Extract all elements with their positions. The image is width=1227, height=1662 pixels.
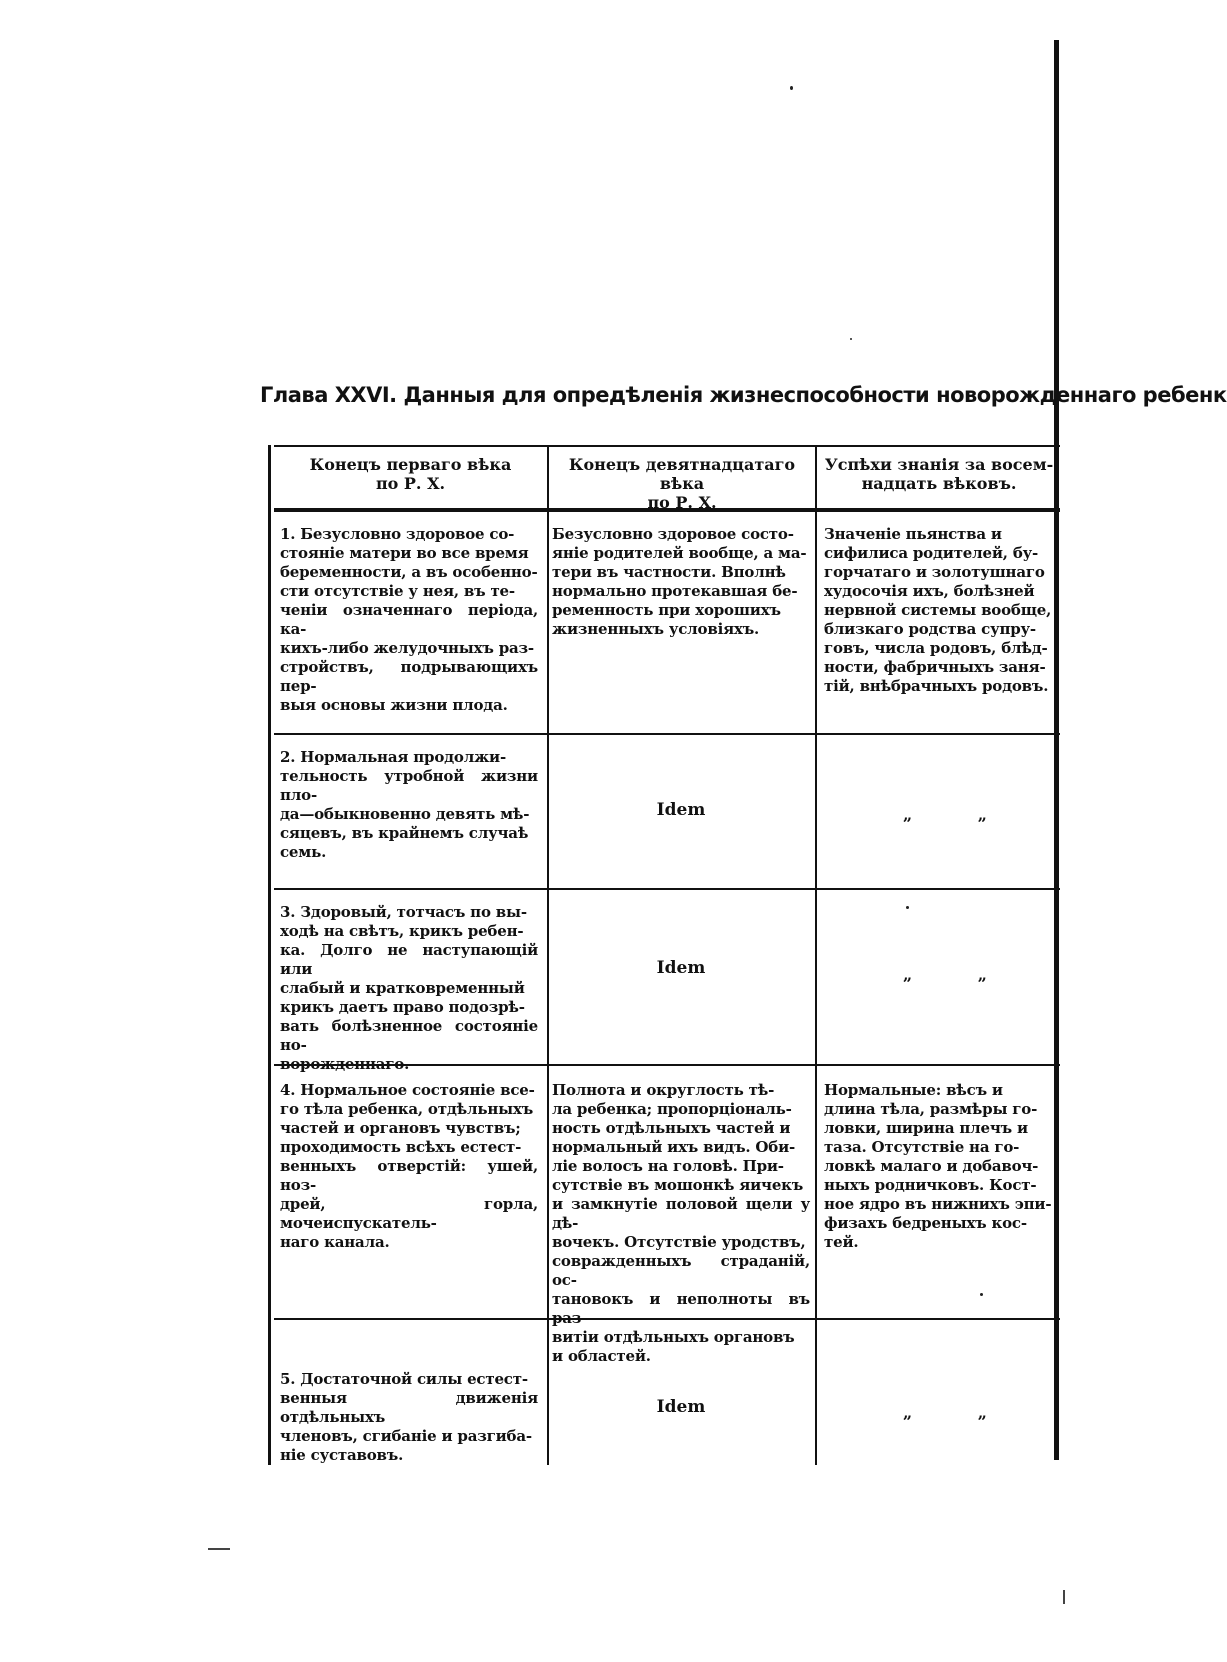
row-1-nineteenth-century: Безусловно здоровое состо- яніе родителей вообще, а ма- тери въ частности. Вполнѣ нормально протекавшая бе- ременность при хорошихъ жизненныхъ условіяхъ. (552, 525, 807, 638)
header-progress: Успѣхи знанія за восем- надцать вѣковъ. (824, 455, 1054, 493)
row-3-progress: „ „ (903, 965, 1017, 984)
scan-speck (850, 338, 852, 340)
row-3-nineteenth-century: Idem (656, 958, 706, 978)
row-5-first-century: 5. Достаточной силы естест- венныя движенія отдѣльныхъ членовъ, сгибаніе и разгиба- ніе суставовъ. (280, 1370, 538, 1464)
row-2-nineteenth-century: Idem (656, 800, 706, 820)
data-table (268, 445, 1060, 1465)
row-1-progress: Значеніе пьянства и сифилиса родителей, бу- горчатаго и золотушнаго худосочія ихъ, болѣзней нервной системы вообще, близкаго родства супру- говъ, числа родовъ, блѣд- ности, фабричныхъ заня- тій, внѣбрачныхъ родовъ. (824, 525, 1052, 695)
row-3-first-century: 3. Здоровый, тотчасъ по вы- ходѣ на свѣтъ, крикъ ребен- ка. Долго не наступающій или слабый и кратковременный крикъ даетъ право подозрѣ- вать болѣзненное состояніе но- ворожденнаго. (280, 903, 538, 1073)
row-rule (274, 888, 1060, 890)
row-1-first-century: 1. Безусловно здоровое со- стояніе матери во все время беременности, а въ особенно- сти отсутствіе у нея, въ те- ченіи означеннаго періода, ка- кихъ-либо желудочныхъ раз- стройствъ, подрывающихъ пер- выя основы жизни плода. (280, 525, 538, 714)
row-4-progress: Нормальные: вѣсъ и длина тѣла, размѣры го- ловки, ширина плечъ и таза. Отсутствіе на го- ловкѣ малаго и добавоч- ныхъ родничковъ. Кост- ное ядро въ нижнихъ эпи- физахъ бедреныхъ кос- тей. (824, 1081, 1052, 1251)
row-4-first-century: 4. Нормальное состояніе все- го тѣла ребенка, отдѣльныхъ частей и органовъ чувствъ; проходимость всѣхъ естест- венныхъ отверстій: ушей, ноз- дрей, горла, мочеиспускатель- наго канала. (280, 1081, 538, 1251)
row-4-nineteenth-century: Полнота и округлость тѣ- ла ребенка; пропорціональ- ность отдѣльныхъ частей и нормальный ихъ видъ. Оби- ліе волосъ на головѣ. При- сутствіе въ мошонкѣ яичекъ и замкнутіе половой щели у дѣ- вочекъ. Отсутствіе уродствъ, совражденныхъ страданій, ос- тановокъ и неполноты въ раз- витіи отдѣльныхъ органовъ и областей. (552, 1081, 810, 1365)
scan-speck (790, 86, 793, 90)
scan-mark (208, 1548, 230, 1550)
column-rule (547, 445, 549, 1465)
row-5-nineteenth-century: Idem (656, 1397, 706, 1417)
header-first-century: Конецъ перваго вѣка по Р. X. (309, 455, 512, 493)
row-2-progress: „ „ (903, 805, 1017, 824)
row-2-first-century: 2. Нормальная продолжи- тельность утробной жизни пло- да—обыкновенно девять мѣ- сяцевъ, въ крайнемъ случаѣ семь. (280, 748, 538, 861)
table-top-rule (274, 445, 1060, 447)
row-5-progress: „ „ (903, 1403, 1017, 1422)
table-left-rule (268, 445, 271, 1465)
column-rule (815, 445, 817, 1465)
chapter-title: Глава XXVI. Данныя для опредѣленія жизнеспособности новорожденнаго ребенк (260, 383, 1227, 407)
row-rule (274, 733, 1060, 735)
header-nineteenth-century: Конецъ девятнадцатаго вѣка по Р. X. (568, 455, 796, 512)
scan-mark (1063, 1590, 1065, 1604)
